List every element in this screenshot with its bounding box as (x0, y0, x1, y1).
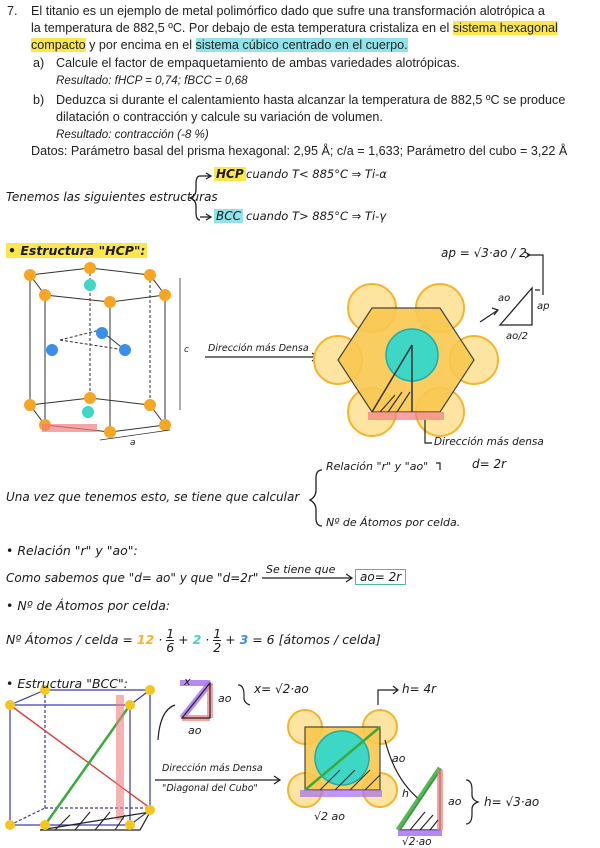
dir-densa-bcc: Dirección más Densa (162, 763, 263, 774)
hcp-dense-edge (42, 424, 97, 432)
diag-cubo: "Diagonal del Cubo" (162, 783, 258, 794)
x-formula: x= √2·ao (254, 682, 309, 696)
bcc-ao-right: ao (392, 752, 406, 765)
a-label: a (130, 438, 136, 448)
n-frac2-num: 1 (213, 626, 222, 641)
bcc-diagonal-plane (288, 710, 397, 807)
sqrt2ao-mid: √2 ao (314, 810, 345, 823)
rel-title: • Relación "r" y "ao": (6, 543, 138, 558)
se-tiene: Se tiene que (266, 563, 336, 576)
highlight-bcc: sistema cúbico centrado en el cuerpo. (195, 38, 408, 52)
bcc-ao-bottom: ao (188, 724, 202, 737)
n-plus1: + (174, 632, 193, 647)
note-bcc-cond: cuando T> 885°C ⇒ Ti-γ (246, 209, 387, 223)
n-2: 2 (192, 632, 202, 647)
n-frac1-den: 6 (166, 640, 175, 655)
bcc-title: • Estructura "BCC": (6, 676, 128, 691)
bcc-ao-side: ao (218, 692, 232, 705)
hcp-title-text: • Estructura "HCP": (8, 243, 146, 258)
ap-triangle (480, 252, 543, 325)
item-b-text2: dilatación o contracción y calcule su variación de volumen. (56, 110, 383, 124)
bcc-edge-highlight (116, 695, 124, 820)
una-vez: Una vez que tenemos esto, se tiene que calcular (6, 490, 300, 504)
problem-line3-text: y por encima en el (85, 38, 196, 52)
n-frac2 (213, 627, 221, 654)
tri-ao2: ao/2 (506, 331, 528, 342)
h-formula: h= √3·ao (484, 795, 540, 809)
bcc-unit-cell (10, 690, 150, 825)
n-formula-a: Nº Átomos / celda = (6, 632, 137, 647)
hcp-basal-plane (314, 284, 498, 436)
item-a-label: a) (33, 56, 45, 70)
tri-ap: ap (537, 301, 550, 312)
brace-rel: Relación "r" y "ao" (326, 460, 429, 473)
n-plus2: + (221, 632, 240, 647)
note-tenemos: Tenemos las siguientes estructuras (6, 190, 218, 204)
brace-n: Nº de Átomos por celda. (326, 516, 461, 529)
item-a-result: Resultado: fHCP = 0,74; fBCC = 0,68 (56, 74, 248, 87)
item-b-text1: Deduzca si durante el calentamiento hasta alcanzar la temperatura de 882,5 ºC se produce (56, 93, 566, 107)
n-frac1-num: 1 (166, 626, 175, 641)
n-dot2: · (201, 632, 214, 647)
label-bcc: BCC (216, 209, 241, 223)
n-12: 12 (136, 632, 155, 647)
note-hcp-cond: cuando T< 885°C ⇒ Ti-α (246, 167, 387, 181)
c-label: c (184, 345, 189, 355)
dir-densa-hcp: Dirección más Densa (208, 343, 309, 354)
ao-body-side: ao (448, 795, 462, 808)
ao-2r-box: ao= 2r (355, 569, 406, 585)
d-2r: d= 2r (472, 457, 507, 471)
como-sabemos: Como sabemos que "d= ao" y que "d=2r" (6, 571, 259, 585)
item-a-text: Calcule el factor de empaquetamiento de ambas variedades alotrópicas. (56, 56, 460, 70)
highlight-compacto: compacto (31, 38, 86, 52)
brace-calc (310, 470, 322, 526)
n-eq: = 6 [átomos / celda] (248, 632, 381, 647)
ap-formula: ap = √3·ao / 2 (441, 246, 527, 260)
n-dot1: · (154, 632, 167, 647)
item-b-result: Resultado: contracción (-8 %) (56, 128, 209, 141)
datos-line: Datos: Parámetro basal del prisma hexagonal: 2,95 Å; c/a = 1,633; Parámetro del cubo = 3,22 Å (31, 144, 568, 158)
problem-line2-text: la temperatura de 882,5 ºC. Por debajo de esta temperatura cristaliza en el (31, 21, 453, 35)
problem-number: 7. (7, 4, 18, 18)
n-3: 3 (239, 632, 249, 647)
highlight-hexagonal: sistema hexagonal (452, 21, 558, 35)
h-4r: h= 4r (402, 682, 437, 696)
sqrt2ao-bottom: √2·ao (402, 836, 432, 848)
label-hcp: HCP (216, 167, 244, 181)
bcc-body-triangle (398, 768, 478, 833)
dir-densa-hcp2: Dirección más densa (434, 436, 544, 448)
h-label: h (402, 787, 409, 800)
n-frac2-den: 2 (213, 640, 222, 655)
problem-line1: El titanio es un ejemplo de metal polimórfico dado que sufre una transformación alotrópica a (31, 4, 545, 18)
n-frac1 (166, 627, 174, 654)
n-title: • Nº de Átomos por celda: (6, 598, 171, 613)
bcc-diag-red (10, 705, 150, 808)
tri-ao: ao (498, 293, 511, 304)
item-b-label: b) (33, 93, 45, 107)
n-formula (6, 627, 381, 654)
hcp-atoms (24, 262, 171, 438)
hcp-title (6, 243, 147, 258)
bcc-x: x (184, 675, 191, 688)
